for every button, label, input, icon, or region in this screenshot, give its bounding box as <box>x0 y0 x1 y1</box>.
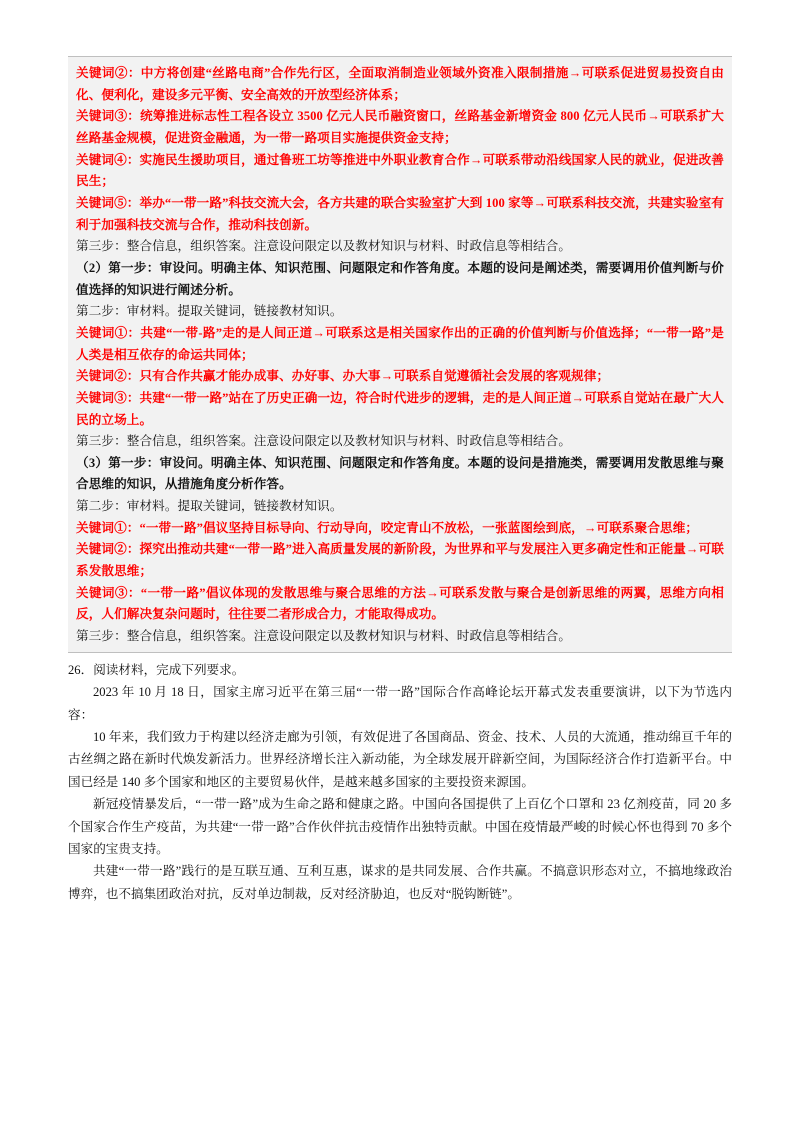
answer-line: 关键词⑤：举办“一带一路”科技交流大会，各方共建的联合实验室扩大到 100 家等→可联系科技交流，共建实验室有利于加强科技交流与合作，推动科技创新。 <box>76 195 724 232</box>
question-number: 26． <box>68 662 94 677</box>
answer-line: 关键词②：只有合作共赢才能办成事、办好事、办大事→可联系自觉遵循社会发展的客观规律； <box>76 369 610 384</box>
answer-line: （3）第一步：审设问。明确主体、知识范围、问题限定和作答角度。本题的设问是措施类，需要调用发散思维与聚合思维的知识，从措施角度分析作答。 <box>76 455 724 492</box>
question-prompt: 阅读材料，完成下列要求。 <box>93 662 245 677</box>
question-heading <box>68 660 732 681</box>
question-paragraph: 10 年来，我们致力于构建以经济走廊为引领，有效促进了各国商品、资金、技术、人员的大流通，推动绵亘千年的古丝绸之路在新时代焕发新活力。世界经济增长注入新动能，为全球发展开辟新空间，为国际经济合作打造新平台。中国已经是 140 多个国家和地区的主要贸易伙伴，是越来越多国家的主要投资来源国。 <box>68 729 732 789</box>
question-paragraph: 新冠疫情暴发后，“一带一路”成为生命之路和健康之路。中国向各国提供了上百亿个口罩和 23 亿剂疫苗，同 20 多个国家合作生产疫苗，为共建“一带一路”合作伙伴抗击疫情作出独特贡献。中国在疫情最严峻的时候心怀也得到 70 多个国家的宝贵支持。 <box>68 797 732 856</box>
answer-key-block <box>68 56 732 653</box>
answer-line: 第三步：整合信息，组织答案。注意设问限定以及教材知识与材料、时政信息等相结合。 <box>76 434 572 449</box>
question-paragraph: 共建“一带一路”践行的是互联互通、互利互惠，谋求的是共同发展、合作共赢。不搞意识形态对立，不搞地缘政治博弈，也不搞集团政治对抗，反对单边制裁，反对经济胁迫，也反对“脱钩断链”。 <box>68 864 732 901</box>
answer-line: 关键词③：统筹推进标志性工程各设立 3500 亿元人民币融资窗口，丝路基金新增资金 800 亿元人民币→可联系扩大丝路基金规模，促进资金融通，为一带一路项目实施提供资金支持； <box>76 109 724 145</box>
question-26 <box>68 660 732 905</box>
answer-line: 第二步：审材料。提取关键词，链接教材知识。 <box>76 304 343 319</box>
answer-line: （2）第一步：审设问。明确主体、知识范围、问题限定和作答角度。本题的设问是阐述类，需要调用价值判断与价值选择的知识进行阐述分析。 <box>76 260 724 297</box>
answer-line: 关键词②：探究出推动共建“一带一路”进入高质量发展的新阶段，为世界和平与发展注入更多确定性和正能量→可联系发散思维； <box>76 542 724 579</box>
question-lead: 2023 年 10 月 18 日，国家主席习近平在第三届“一带一路”国际合作高峰论坛开幕式发表重要演讲，以下为节选内容： <box>68 685 732 722</box>
answer-line: 关键词②：中方将创建“丝路电商”合作先行区，全面取消制造业领域外资准入限制措施→可联系促进贸易投资自由化、便利化，建设多元平衡、安全高效的开放型经济体系； <box>76 66 724 102</box>
answer-line: 第二步：审材料。提取关键词，链接教材知识。 <box>76 499 343 514</box>
answer-line: 第三步：整合信息，组织答案。注意设问限定以及教材知识与材料、时政信息等相结合。 <box>76 239 572 254</box>
answer-line: 关键词①：“一带一路”倡议坚持目标导向、行动导向，咬定青山不放松，一张蓝图绘到底，→可联系聚合思维； <box>76 520 699 535</box>
answer-line: 第三步：整合信息，组织答案。注意设问限定以及教材知识与材料、时政信息等相结合。 <box>76 629 572 644</box>
answer-line: 关键词③：“一带一路”倡议体现的发散思维与聚合思维的方法→可联系发散与聚合是创新思维的两翼，思维方向相反，人们解决复杂问题时，往往要二者形成合力，才能取得成功。 <box>76 585 724 622</box>
answer-line: 关键词④：实施民生援助项目，通过鲁班工坊等推进中外职业教育合作→可联系带动沿线国家人民的就业，促进改善民生； <box>76 152 724 189</box>
answer-line: 关键词③：共建“一带一路”站在了历史正确一边，符合时代进步的逻辑，走的是人间正道→可联系自觉站在最广大人民的立场上。 <box>76 390 724 427</box>
answer-line: 关键词①：共建“一带-路”走的是人间正道→可联系这是相关国家作出的正确的价值判断与价值选择；“一带一路”是人类是相互依存的命运共同体； <box>76 325 724 362</box>
